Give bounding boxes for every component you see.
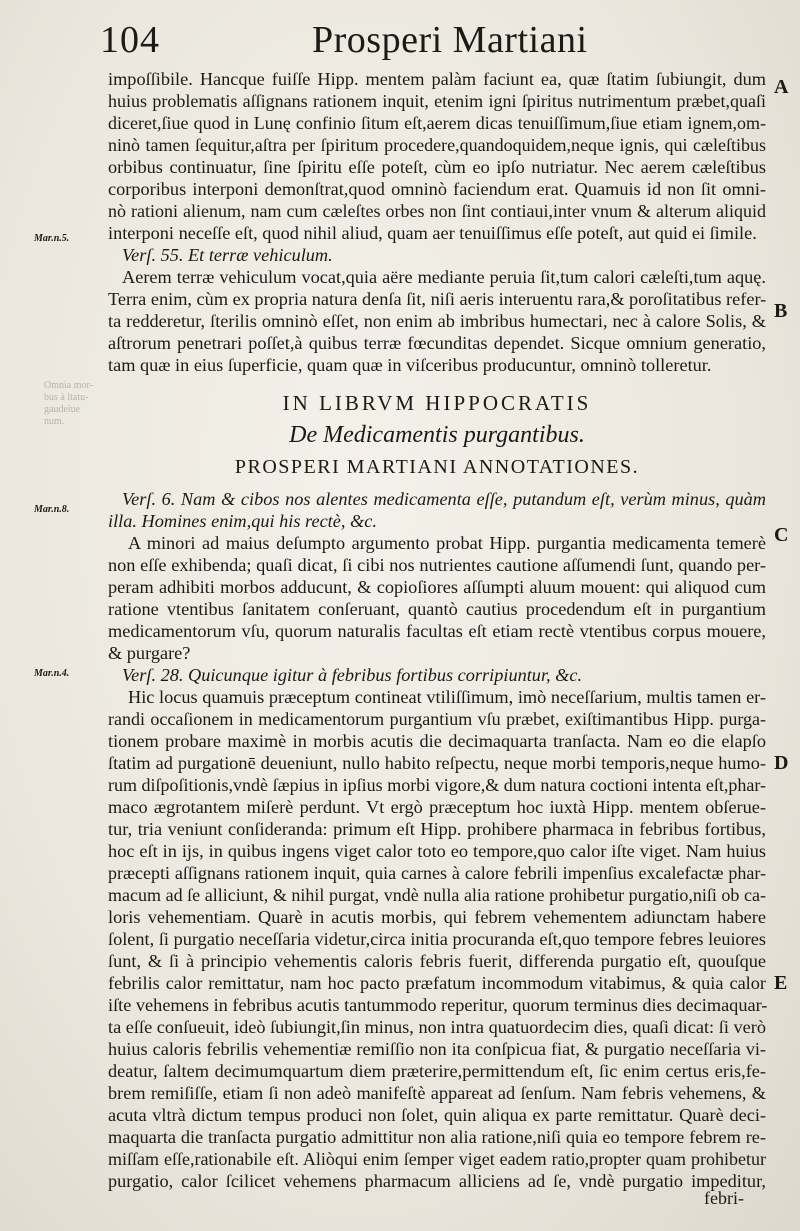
section-title: IN LIBRVM HIPPOCRATIS — [282, 391, 592, 415]
text-line: interponi neceſſe eſt, quod nihil aliud, quam aer tenuiſſimus eſſe poteſt, aut quid ei ſimile. — [108, 223, 757, 243]
page-header — [0, 16, 800, 72]
text-body — [108, 68, 766, 1192]
text-line: medicamentorum vſu, quorum naturalis facultas eſt etiam rectè vtentibus corpus mouere, — [108, 621, 766, 641]
text-line: huius caloris febrilis vehementiæ remiſſio non ita conſpicua fiat, & purgatio neceſſaria vi- — [108, 1039, 766, 1059]
verse-lemma: Verſ. 55. Et terræ vehiculum. — [122, 245, 333, 265]
verse-lemma-block — [108, 488, 766, 532]
bleed-through-note — [44, 380, 93, 428]
text-line: macum ad ſe alliciunt, & nihil purgat, vndè nulla alia ratione prohibetur purgatio,niſi ob ca- — [108, 885, 766, 905]
text-line: maquarta die tranſacta purgatio admittitur non alia ratione,niſi quia eo tempore febrem re- — [108, 1127, 766, 1147]
margin-letter: C — [774, 524, 789, 546]
text-line: loris vehementiam. Quarè in acutis morbis, qui febrem vehementem adiunctam habere — [108, 907, 766, 927]
paragraph — [108, 532, 766, 664]
page-number: 104 — [100, 19, 160, 61]
text-line: brem remiſiſſe, etiam ſi non adeò manifeſtè appareat ad ſenſum. Nam febris vehemens, & — [108, 1083, 766, 1103]
section-heading: PROSPERI MARTIANI ANNOTATIONES. — [234, 456, 640, 478]
text-line: febrilis calor remittatur, nam hoc pacto præfatum incommodum vitabimus, & quia calor — [108, 973, 766, 993]
text-line: ſunt, & ſi à principio vehementis caloris febris fuerit, differenda purgatio eſt, quouſque — [108, 951, 766, 971]
text-line: ta eſſe conſueuit, ideò ſubiungit,ſin minus, non intra quatuordecim dies, quaſi dicat: ſi verò — [108, 1017, 766, 1037]
text-line: peram adhibiti morbos adducunt, & copioſiores aſſumpti aluum mouent: qui aliquod cum — [108, 577, 766, 597]
text-line: non eſſe exhibenda; quaſi dicat, ſi cibi nos nutrientes cautione aſſumendi ſunt, quando per- — [108, 555, 766, 575]
text-line: rum diſpoſitionis,vndè ſæpius in ipſius morbi vigore,& dum natura coctioni intenta eſt,phar- — [108, 775, 766, 795]
margin-note-left: Mar.n.8. — [34, 504, 70, 515]
margin-letter: D — [774, 752, 789, 774]
margin-note-left: Mar.n.4. — [34, 668, 70, 679]
text-line: huius problematis aſſignans rationem inquit, etenim igni ſpiritus nutrimentum præbet,quaſi — [108, 91, 766, 111]
verse-lemma: Verſ. 6. Nam & cibos nos alentes medicamenta eſſe, putandum eſt, verùm minus, quàm — [122, 489, 766, 509]
text-line: tionem probare maximè in morbis acutis die decimaquarta tranſacta. Nam eo die elapſo — [108, 731, 766, 751]
paragraph — [108, 686, 766, 1192]
text-line: purgatio, calor ſcilicet vehemens pharmacum alliciens ad ſe, vndè purgatio impeditur, — [108, 1171, 766, 1191]
bleed-through-text: Omnia mor- bus à ltatu- gaudeiue num. — [44, 380, 93, 427]
text-line: tam quæ in eius ſuperficie, quam quæ in viſceribus producuntur, omninò tolleretur. — [108, 355, 712, 375]
text-line: miſſam eſſe,rationabile eſt. Aliòqui enim ſemper viget eadem ratio,propter quam prohibetur — [108, 1149, 766, 1169]
margin-letter: A — [774, 76, 789, 98]
text-line: tur, tria veniunt conſideranda: primum eſt Hipp. prohibere pharmaca in febribus fortibus, — [108, 819, 766, 839]
text-line: hoc eſt in ijs, in quibus ingens viget calor toto eo tempore,quo calor iſte viget. Nam huius — [108, 841, 766, 861]
text-line: iſte vehemens in febribus acutis tantummodo reperitur, quorum terminus dies decimaquar- — [108, 995, 768, 1015]
margin-note-left: Mar.n.5. — [34, 233, 70, 244]
text-line: deatur, ſaltem decimumquartum diem præterire,permittendum eſt, ſic enim certus eris,fe- — [108, 1061, 766, 1081]
section-subtitle: De Medicamentis purgantibus. — [289, 422, 585, 448]
text-line: impoſſibile. Hancque fuiſſe Hipp. mentem palàm faciunt ea, quæ ſtatim ſubiungit, dum — [108, 69, 766, 89]
paragraph — [108, 68, 766, 244]
text-line: diceret,ſiue quod in Lunę confinio ſitum eſt,aerem dicas tenuiſſimum,ſiue etiam ignem,om- — [108, 113, 766, 133]
text-line: A minori ad maius deſumpto argumento probat Hipp. purgantia medicamenta temerè — [128, 533, 766, 553]
margin-letter: E — [774, 972, 788, 994]
text-line: ninò tamen ſequitur,aſtra per ſpiritum procedere,quandoquidem,neque ignis, qui cæleſtibus — [108, 135, 766, 155]
text-line: ſolent, ſi purgatio neceſſaria videtur,circa initia procuranda eſt,quo tempore febres leuiores — [108, 929, 766, 949]
verse-lemma: illa. Homines enim,qui his rectè, &c. — [108, 511, 377, 531]
text-line: ſtatim ad purgationē deueniunt, nullo habito reſpectu, neque morbi temporis,neque humo- — [108, 753, 766, 773]
margin-letter: B — [774, 300, 788, 322]
text-line: orbibus continuatur, ſine ſpiritu eſſe poteſt, cùm eo ipſo nutriatur. Nec aerem cæleſtibus — [108, 157, 766, 177]
paragraph — [108, 266, 766, 376]
text-line: Terra enim, cùm ex propria natura denſa ſit, niſi aeris interuentu rara,& poroſitatibus refer- — [108, 289, 767, 309]
running-title: Prosperi Martiani — [312, 19, 588, 61]
text-line: corporibus interponi demonſtrat,quod omninò faciendum erat. Quamuis id non ſit omni- — [108, 179, 766, 199]
text-line: acuta vltrà dictum tempus produci non ſolet, quin aliqua ex parte remittatur. Quarè deci- — [108, 1105, 766, 1125]
text-line: præcepti aſſignans rationem inquit, quia carnes à calore febrili impenſius excalefactæ phar- — [108, 863, 766, 883]
text-line: maco ægrotantem miſerè perdunt. Vt ergò præceptum hoc iuxtà Hipp. mentem obſerue- — [108, 797, 766, 817]
text-line: Aerem terræ vehiculum vocat,quia aëre mediante peruia ſit,tum calori cæleſti,tum aquę. — [122, 267, 766, 287]
verse-lemma: Verſ. 28. Quicunque igitur à febribus fortibus corripiuntur, &c. — [122, 665, 583, 685]
text-line: Hic locus quamuis præceptum contineat vtiliſſimum, imò neceſſarium, multis tamen er- — [128, 687, 766, 707]
text-line: ratione vtentibus ſanitatem conſeruant, quantò cautius procedendum eſt in purgantium — [108, 599, 766, 619]
text-line: & purgare? — [108, 643, 191, 663]
text-line: nò rationi alienum, nam cum cæleſtes orbes non ſint contiaui,inter vnum & alterum aliquid — [108, 201, 766, 221]
text-line: aſtrorum penetrari poſſet,à quibus terræ fœcunditas dependet. Sicque omnium generatio, — [108, 333, 766, 353]
text-line: randi occaſionem in medicamentorum purgantium vſu præbet, exiſtimantibus Hipp. purga- — [108, 709, 766, 729]
text-line: ta redderetur, ſterilis omninò eſſet, non enim ab imbribus humectari, nec à calore Solis, & — [108, 311, 766, 331]
catchword: febri- — [704, 1188, 744, 1208]
